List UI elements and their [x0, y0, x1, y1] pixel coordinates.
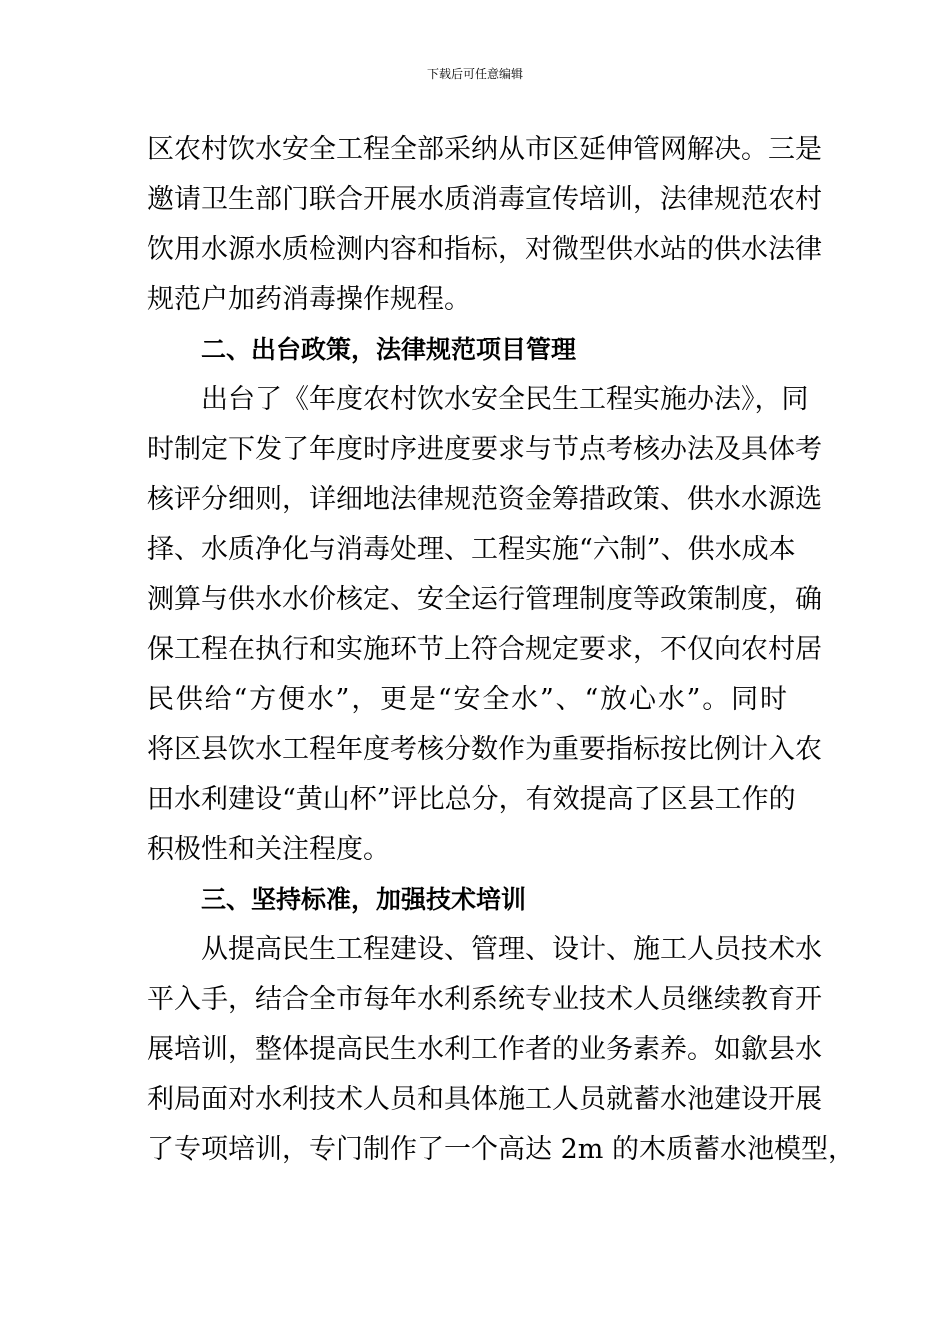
paragraph-line: 平入手，结合全市每年水利系统专业技术人员继续教育开 [147, 984, 822, 1015]
paragraph-line: 了专项培训，专门制作了一个高达 2m 的木质蓄水池模型， [147, 1134, 855, 1165]
paragraph-line: 邀请卫生部门联合开展水质消毒宣传培训，法律规范农村 [147, 184, 822, 215]
paragraph-line: 择、水质净化与消毒处理、工程实施“六制”、供水成本 [147, 534, 796, 565]
paragraph-line: 积极性和关注程度。 [147, 834, 390, 865]
paragraph-line: 保工程在执行和实施环节上符合规定要求，不仅向农村居 [147, 634, 822, 665]
paragraph-line: 民供给“方便水”，更是“安全水”、“放心水”。同时 [147, 684, 787, 715]
paragraph-line: 利局面对水利技术人员和具体施工人员就蓄水池建设开展 [147, 1084, 822, 1115]
paragraph-line: 区农村饮水安全工程全部采纳从市区延伸管网解决。三是 [147, 134, 822, 165]
page-header: 下载后可任意编辑 [426, 67, 523, 81]
paragraph-line: 测算与供水水价核定、安全运行管理制度等政策制度，确 [147, 584, 822, 615]
paragraph-line: 将区县饮水工程年度考核分数作为重要指标按比例计入农 [147, 734, 822, 765]
paragraph-line: 从提高民生工程建设、管理、设计、施工人员技术水 [201, 934, 822, 965]
paragraph-line: 规范户加药消毒操作规程。 [147, 284, 471, 315]
paragraph-line: 时制定下发了年度时序进度要求与节点考核办法及具体考 [147, 434, 822, 465]
document-body [147, 125, 855, 1175]
paragraph-line: 出台了《年度农村饮水安全民生工程实施办法》，同 [201, 384, 809, 415]
paragraph-line: 核评分细则，详细地法律规范资金筹措政策、供水水源选 [147, 484, 822, 515]
paragraph-line: 饮用水源水质检测内容和指标，对微型供水站的供水法律 [147, 234, 822, 265]
section-heading: 二、出台政策，法律规范项目管理 [201, 335, 577, 364]
paragraph-line: 展培训，整体提高民生水利工作者的业务素养。如歙县水 [147, 1034, 822, 1065]
paragraph-line: 田水利建设“黄山杯”评比总分，有效提高了区县工作的 [147, 784, 796, 815]
section-heading: 三、坚持标准，加强技术培训 [201, 885, 527, 914]
